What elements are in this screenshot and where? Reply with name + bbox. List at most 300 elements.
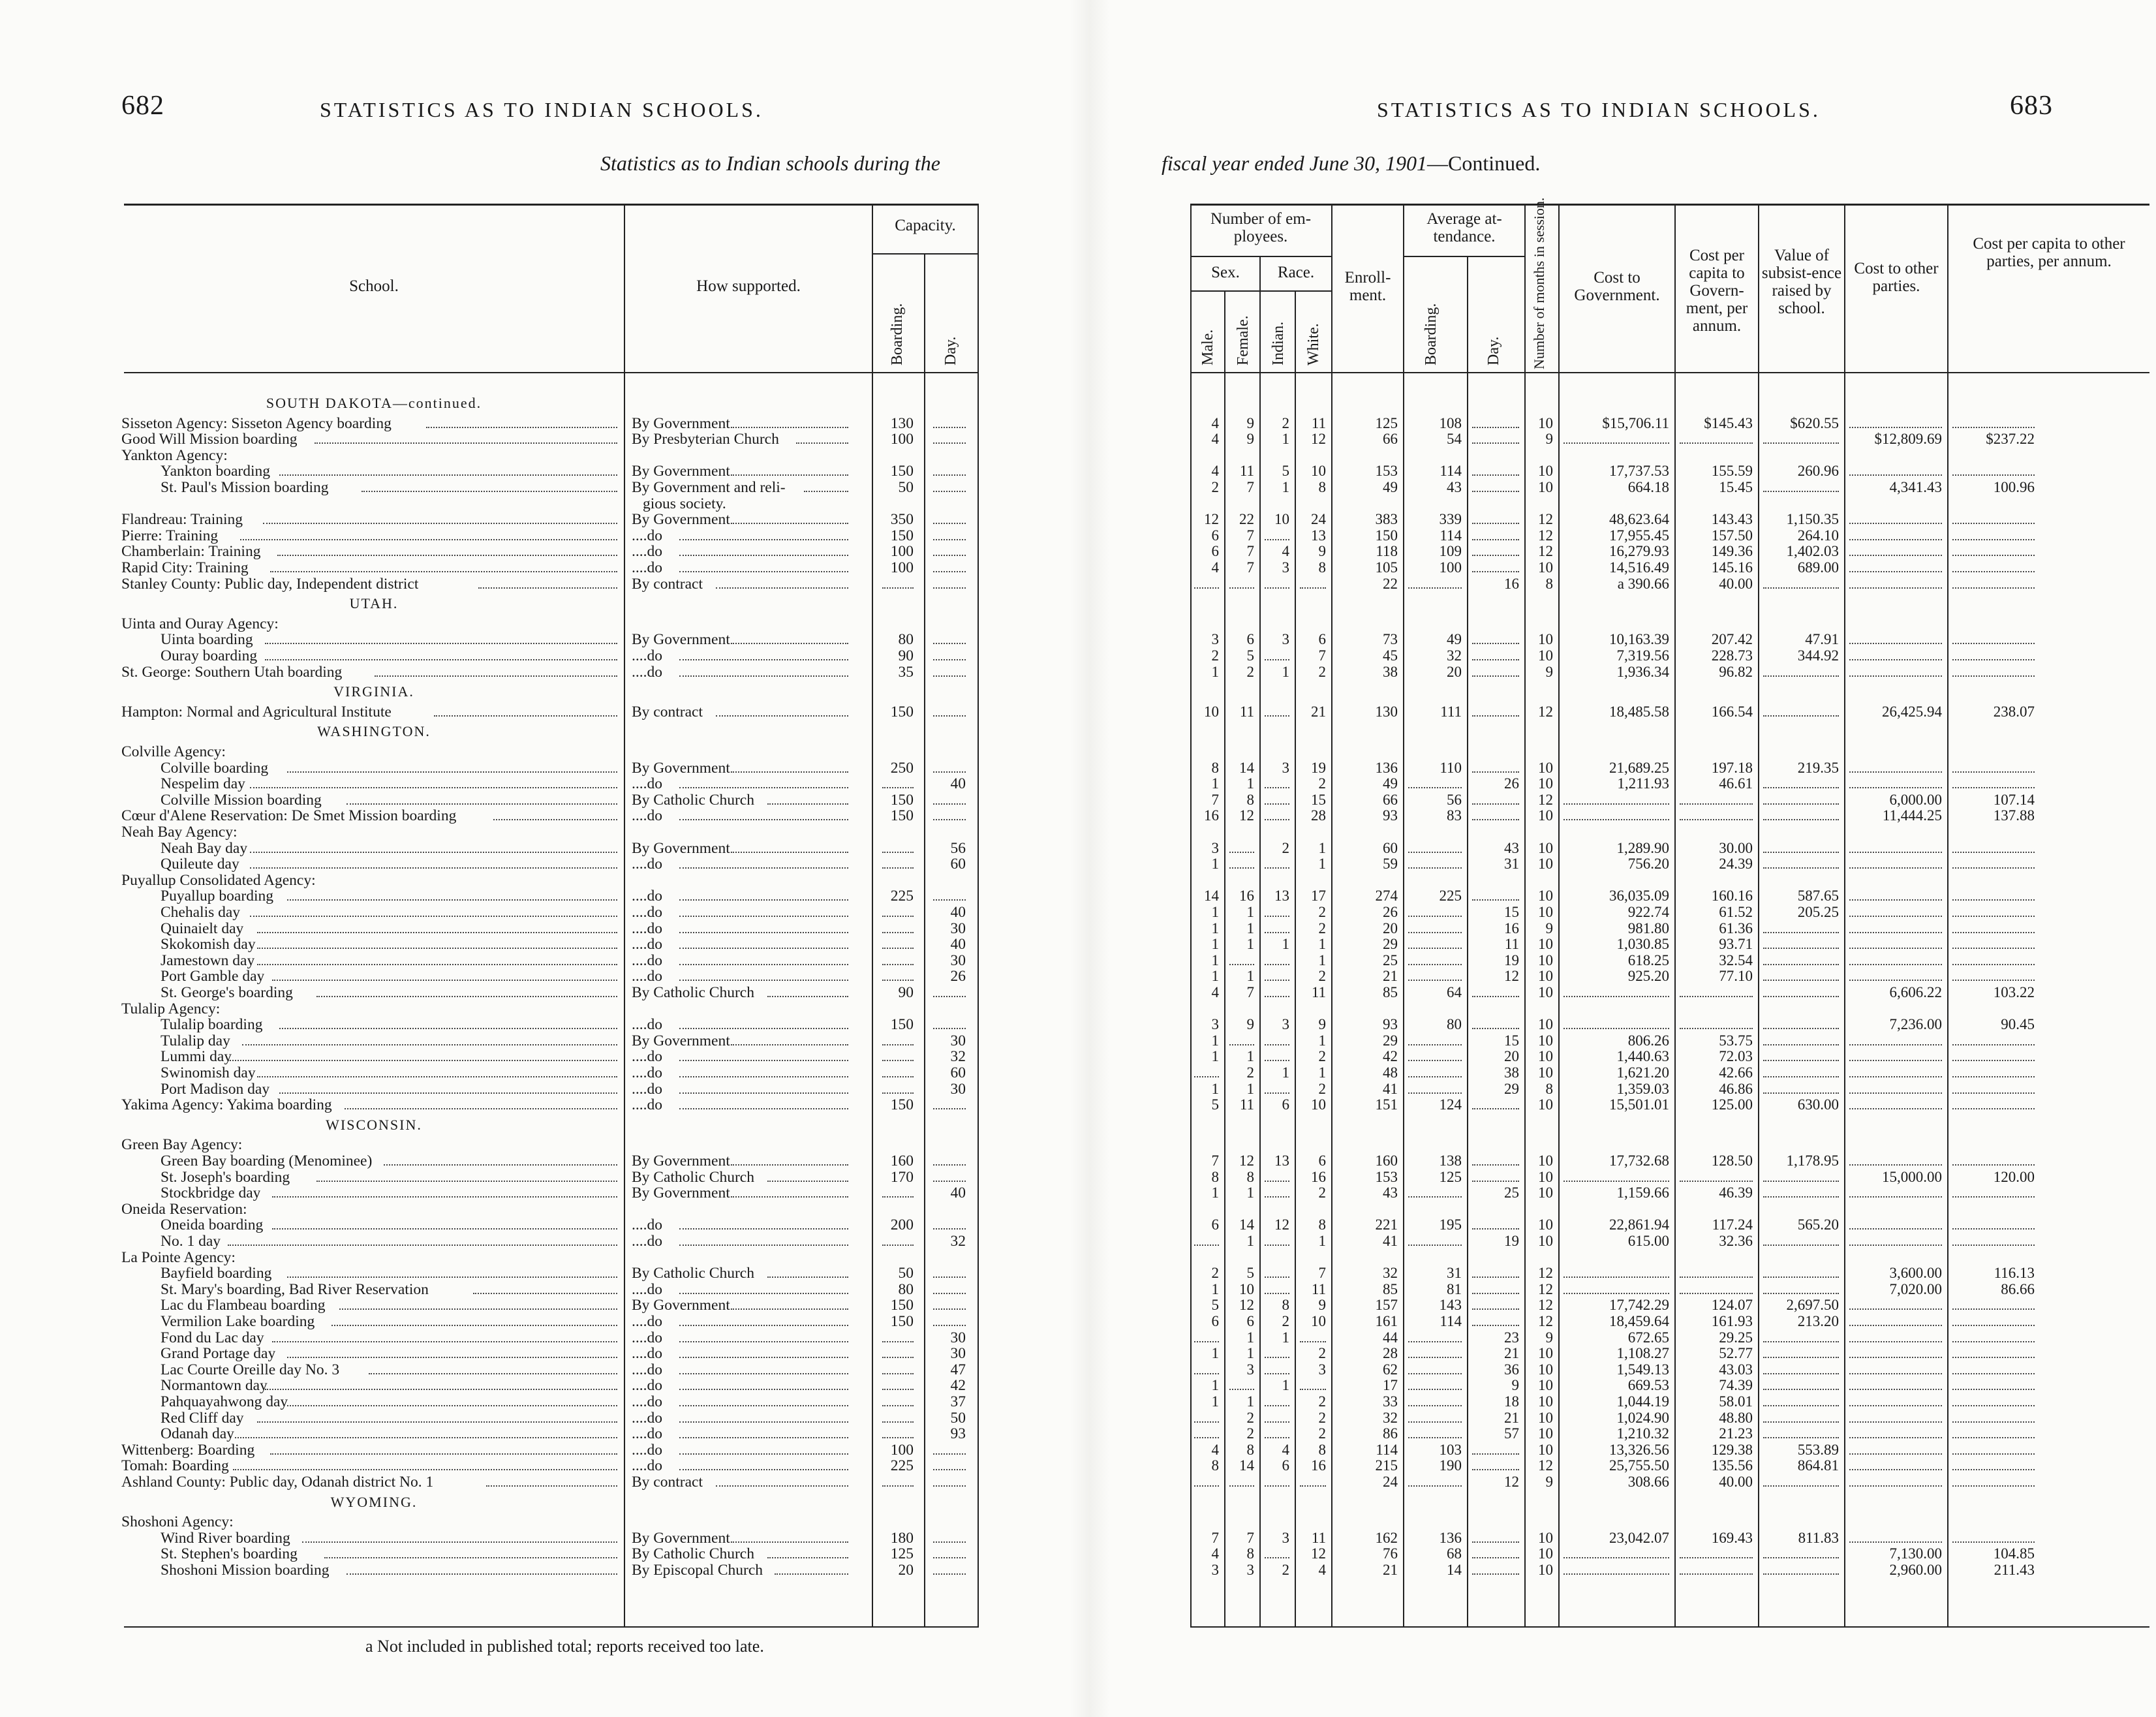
dot-leader [331, 1325, 617, 1326]
enrollment: 151 [1375, 1097, 1398, 1113]
attendance-day: 21 [1504, 1346, 1519, 1362]
attendance-boarding: 339 [1439, 512, 1462, 528]
dot-leader [1849, 1437, 1942, 1438]
dot-leader [1563, 1028, 1669, 1029]
white: 2 [1318, 1410, 1326, 1426]
dot-leader [882, 587, 914, 589]
cost-other-parties: 4,341.43 [1889, 480, 1942, 495]
statistics-row [1122, 1362, 2156, 1378]
school-row [0, 1250, 1057, 1265]
dot-leader [1952, 523, 2035, 524]
dot-leader [731, 643, 848, 644]
dot-leader [1763, 787, 1839, 788]
state-heading-row [0, 1117, 1057, 1133]
capacity-boarding: 150 [890, 1097, 914, 1113]
capacity-boarding: 90 [898, 648, 914, 664]
dot-leader [1849, 1108, 1942, 1109]
months-in-session: 10 [1538, 1361, 1553, 1378]
dot-leader [1229, 587, 1254, 589]
statistics-row [1122, 760, 2156, 776]
header-months-in-session: Number of months in session. [1531, 197, 1547, 369]
months-in-session: 10 [1538, 415, 1553, 431]
dot-leader [233, 1469, 617, 1470]
school-name: Quileute day [161, 856, 239, 873]
how-supported: ....do [632, 1097, 662, 1113]
statistics-row [1122, 704, 2156, 720]
dot-leader [933, 1164, 966, 1166]
dot-leader [933, 996, 966, 997]
dot-leader [1952, 1389, 2035, 1390]
subsistence-value: 264.10 [1797, 527, 1839, 544]
dot-leader [1952, 643, 2035, 644]
dot-leader [1408, 1092, 1462, 1094]
enrollment: 29 [1383, 1032, 1398, 1049]
cost-per-capita: 169.43 [1711, 1530, 1753, 1546]
male: 3 [1211, 840, 1219, 856]
dot-leader [1563, 996, 1669, 997]
white: 16 [1311, 1458, 1326, 1474]
header-race: Race. [1277, 264, 1315, 281]
school-row [0, 664, 1057, 680]
enrollment: 49 [1383, 480, 1398, 495]
statistics-row [1122, 968, 2156, 984]
cost-to-government: 1,159.66 [1616, 1185, 1669, 1201]
attendance-day: 21 [1504, 1410, 1519, 1426]
school-row [0, 463, 1057, 479]
months-in-session: 10 [1538, 1065, 1553, 1081]
female: 12 [1239, 1153, 1254, 1169]
school-row [0, 1362, 1057, 1378]
female: 7 [1246, 1530, 1254, 1546]
white: 2 [1318, 1394, 1326, 1410]
female: 1 [1246, 968, 1254, 985]
subsistence-value: 553.89 [1797, 1442, 1839, 1458]
dot-leader [1265, 932, 1289, 933]
cost-per-capita: 21.23 [1719, 1426, 1753, 1442]
attendance-boarding: 114 [1440, 1314, 1462, 1329]
dot-leader [933, 1469, 966, 1470]
capacity-boarding: 250 [890, 760, 914, 776]
female: 7 [1246, 544, 1254, 560]
female: 1 [1246, 1233, 1254, 1249]
dot-leader [1265, 1293, 1289, 1294]
capacity-boarding: 200 [890, 1217, 914, 1233]
dot-leader [1408, 1405, 1462, 1406]
enrollment: 161 [1375, 1314, 1398, 1329]
dot-leader [434, 715, 617, 717]
white: 6 [1318, 632, 1326, 648]
dot-leader [270, 571, 617, 572]
capacity-day: 60 [950, 1065, 966, 1081]
header-attendance-boarding: Boarding. [1423, 303, 1440, 365]
cost-per-capita: 52.77 [1719, 1346, 1753, 1362]
school-row [0, 1282, 1057, 1297]
how-supported: ....do [632, 544, 662, 560]
dot-leader [1763, 948, 1839, 949]
dot-leader [1952, 1196, 2035, 1198]
male: 6 [1211, 1217, 1219, 1233]
header-subsistence: Value of subsist-ence raised by school. [1761, 247, 1842, 317]
white: 28 [1311, 808, 1326, 824]
dot-leader [679, 571, 848, 572]
attendance-boarding: 64 [1447, 985, 1462, 1000]
male: 16 [1204, 808, 1219, 824]
dot-leader [1472, 1028, 1519, 1029]
dot-leader [1229, 1044, 1254, 1045]
dot-leader [1763, 1245, 1839, 1246]
months-in-session: 10 [1538, 1346, 1553, 1362]
dot-leader [1472, 539, 1519, 540]
cost-to-government: 308.66 [1627, 1474, 1669, 1490]
how-supported: By Government [632, 1185, 730, 1201]
cost-per-capita: 228.73 [1711, 648, 1753, 664]
school-name: Green Bay boarding (Menominee) [161, 1153, 373, 1169]
dot-leader [1952, 555, 2035, 556]
dot-leader [1952, 1405, 2035, 1406]
dot-leader [1952, 1308, 2035, 1310]
dot-leader [796, 442, 848, 444]
enrollment: 44 [1383, 1329, 1398, 1346]
dot-leader [679, 675, 848, 677]
cost-per-capita-other: 100.96 [1993, 480, 2035, 495]
capacity-rule [873, 253, 979, 255]
dot-leader [1472, 899, 1519, 901]
school-name: Oneida Reservation: [121, 1201, 247, 1217]
enrollment: 274 [1375, 888, 1398, 905]
table-bottom-rule [1190, 1626, 2149, 1628]
school-row [0, 792, 1057, 808]
white: 1 [1318, 936, 1326, 953]
header-cost-to-government: Cost to Government. [1574, 269, 1660, 304]
statistics-row [1122, 1546, 2156, 1562]
school-name: Chehalis day [161, 905, 241, 920]
white: 1 [1318, 1065, 1326, 1081]
dot-leader [277, 555, 617, 556]
cost-to-government: 1,440.63 [1616, 1049, 1669, 1065]
school-row [0, 1065, 1057, 1081]
dot-leader [1849, 1373, 1942, 1374]
school-row [0, 1233, 1057, 1249]
dot-leader [679, 1389, 848, 1390]
indian: 8 [1282, 1297, 1289, 1314]
statistics-row [1122, 808, 2156, 824]
male: 7 [1211, 1530, 1219, 1546]
subsistence-value: 811.83 [1798, 1530, 1839, 1546]
enrollment: 20 [1383, 920, 1398, 936]
how-supported: By Catholic Church [632, 985, 754, 1000]
indian: 2 [1282, 1562, 1289, 1578]
indian: 2 [1282, 840, 1289, 856]
dot-leader [1408, 852, 1462, 853]
cost-per-capita-other: 137.88 [1993, 808, 2035, 824]
dot-leader [1849, 474, 1942, 476]
enrollment: 66 [1383, 431, 1398, 448]
school-name: Chamberlain: Training [121, 544, 261, 560]
dot-leader [933, 1308, 966, 1310]
months-in-session: 10 [1538, 1442, 1553, 1458]
dot-leader [1952, 1373, 2035, 1374]
header-capacity: Capacity. [895, 217, 956, 234]
school-name: Vermilion Lake boarding [161, 1314, 315, 1329]
capacity-day: 30 [950, 1329, 966, 1346]
attendance-day: 16 [1504, 920, 1519, 936]
dot-leader [679, 1092, 848, 1094]
school-name: Tulalip boarding [161, 1017, 263, 1033]
header-how-supported: How supported. [696, 277, 801, 295]
cost-per-capita: 166.54 [1711, 704, 1753, 720]
dot-leader [882, 948, 914, 949]
how-supported: By Catholic Church [632, 1546, 754, 1562]
dot-leader [679, 1357, 848, 1358]
dot-leader [1952, 1060, 2035, 1061]
dot-leader [933, 587, 966, 589]
female: 6 [1246, 1314, 1254, 1329]
attendance-day: 12 [1504, 1474, 1519, 1490]
dot-leader [316, 996, 617, 997]
cost-per-capita: 58.01 [1719, 1394, 1753, 1410]
dot-leader [270, 1453, 617, 1455]
dot-leader [1763, 715, 1839, 717]
cost-per-capita: 46.61 [1719, 776, 1753, 792]
dot-leader [1763, 1405, 1839, 1406]
male: 1 [1211, 1049, 1219, 1065]
table-subtitle: Statistics as to Indian schools during the [600, 151, 940, 175]
dot-leader [1472, 491, 1519, 492]
dot-leader [1952, 1228, 2035, 1230]
months-in-session: 12 [1538, 1281, 1553, 1297]
cost-to-government: 1,936.34 [1616, 664, 1669, 680]
months-in-session: 12 [1538, 512, 1553, 528]
school-name: Quinaielt day [161, 920, 244, 936]
capacity-day: 37 [950, 1394, 966, 1410]
dot-leader [272, 1341, 617, 1342]
white: 10 [1311, 463, 1326, 480]
dot-leader [1763, 932, 1839, 933]
school-row [0, 1001, 1057, 1017]
cost-per-capita-other: 104.85 [1993, 1546, 2035, 1562]
dot-leader [1952, 1044, 2035, 1045]
dot-leader [679, 867, 848, 869]
months-in-session: 10 [1538, 463, 1553, 480]
dot-leader [1194, 1076, 1219, 1077]
statistics-row [1122, 1169, 2156, 1185]
dot-leader [1472, 819, 1519, 820]
male: 4 [1211, 1442, 1219, 1458]
dot-leader [1680, 1276, 1753, 1278]
dot-leader [731, 771, 848, 773]
indian: 6 [1282, 1097, 1289, 1113]
attendance-boarding: 125 [1439, 1169, 1462, 1185]
dot-leader [804, 491, 848, 492]
white: 11 [1311, 1281, 1326, 1297]
how-supported: ....do [632, 1314, 662, 1329]
enrollment: 41 [1383, 1233, 1398, 1249]
attendance-boarding: 195 [1439, 1217, 1462, 1233]
enrollment: 43 [1383, 1185, 1398, 1201]
cost-per-capita: 93.71 [1719, 936, 1753, 953]
school-name: Puyallup Consolidated Agency: [121, 872, 316, 888]
school-name: Lac du Flambeau boarding [161, 1297, 326, 1314]
dot-leader [1194, 587, 1219, 589]
dot-leader [1763, 442, 1839, 444]
enrollment: 118 [1376, 544, 1398, 560]
dot-leader [1229, 867, 1254, 869]
months-in-session: 10 [1538, 480, 1553, 495]
female: 3 [1246, 1361, 1254, 1378]
cost-per-capita: 77.10 [1719, 968, 1753, 985]
white: 2 [1318, 1185, 1326, 1201]
months-in-session: 10 [1538, 936, 1553, 953]
dot-leader [679, 1325, 848, 1326]
header-average-attendance: Average at-tendance. [1426, 210, 1502, 245]
attendance-boarding: 14 [1447, 1562, 1462, 1578]
dot-leader [1763, 1092, 1839, 1094]
dot-leader [933, 1228, 966, 1230]
dot-leader [1265, 819, 1289, 820]
dot-leader [1763, 491, 1839, 492]
enrollment: 17 [1383, 1378, 1398, 1394]
dot-leader [1849, 1341, 1942, 1342]
statistics-row [1122, 632, 2156, 647]
state-heading-row [0, 596, 1057, 611]
cost-per-capita-other: 211.43 [1994, 1562, 2035, 1578]
dot-leader [1952, 1485, 2035, 1487]
dot-leader [679, 1453, 848, 1455]
dot-leader [1952, 1421, 2035, 1423]
female: 5 [1246, 648, 1254, 664]
school-name: St. Joseph's boarding [161, 1169, 290, 1185]
indian: 4 [1282, 1442, 1289, 1458]
statistics-row [1122, 1426, 2156, 1442]
months-in-session: 10 [1538, 1185, 1553, 1201]
enrollment: 160 [1375, 1153, 1398, 1169]
attendance-boarding: 114 [1440, 463, 1462, 480]
enrollment: 93 [1383, 808, 1398, 824]
dot-leader [1265, 1044, 1289, 1045]
header-enrollment: Enroll-ment. [1344, 269, 1391, 304]
dot-leader [1265, 1181, 1289, 1182]
school-row [0, 1297, 1057, 1313]
statistics-row [1122, 1065, 2156, 1081]
dot-leader [1763, 964, 1839, 965]
months-in-session: 10 [1538, 840, 1553, 856]
cost-to-government: 1,621.20 [1616, 1065, 1669, 1081]
dot-leader [1849, 771, 1942, 773]
page-gutter [1070, 0, 1109, 1717]
months-in-session: 10 [1538, 1169, 1553, 1185]
cost-to-government: 618.25 [1627, 952, 1669, 968]
how-supported: By Catholic Church [632, 1265, 754, 1282]
white: 2 [1318, 920, 1326, 936]
dot-leader [1680, 1028, 1753, 1029]
school-row [0, 1314, 1057, 1329]
capacity-day: 30 [950, 952, 966, 968]
school-row [0, 560, 1057, 576]
male: 3 [1211, 1562, 1219, 1578]
attendance-day: 43 [1504, 840, 1519, 856]
state-heading: WASHINGTON. [317, 723, 431, 740]
employees-rule [1190, 256, 1331, 257]
male: 6 [1211, 1314, 1219, 1329]
cost-per-capita: 32.54 [1719, 952, 1753, 968]
school-row [0, 905, 1057, 920]
male: 6 [1211, 544, 1219, 560]
white: 15 [1311, 792, 1326, 808]
cost-to-government: 17,737.53 [1609, 463, 1669, 480]
cost-to-government: 669.53 [1627, 1378, 1669, 1394]
subsistence-value: 1,402.03 [1786, 544, 1839, 560]
cost-per-capita: 40.00 [1719, 1474, 1753, 1490]
statistics-row [1122, 664, 2156, 680]
subtitle-italic: fiscal year ended June 30, 1901 [1162, 151, 1427, 175]
capacity-boarding: 225 [890, 1458, 914, 1474]
indian: 10 [1274, 512, 1289, 528]
school-row [0, 1562, 1057, 1578]
school-name: Pahquayahwong day [161, 1394, 288, 1410]
subsistence-value: 864.81 [1797, 1458, 1839, 1474]
school-name: Tulalip day [161, 1032, 230, 1049]
cost-to-government: 48,623.64 [1609, 512, 1669, 528]
dot-leader [1265, 659, 1289, 660]
dot-leader [1472, 1573, 1519, 1575]
cost-to-government: 17,955.45 [1609, 527, 1669, 544]
months-in-session: 10 [1538, 1153, 1553, 1169]
white: 21 [1311, 704, 1326, 720]
how-supported: ....do [632, 1065, 662, 1081]
months-in-session: 10 [1538, 1378, 1553, 1394]
cost-to-government: 1,044.19 [1616, 1394, 1669, 1410]
state-heading: SOUTH DAKOTA—continued. [266, 395, 482, 411]
white: 1 [1318, 1233, 1326, 1249]
enrollment: 24 [1383, 1474, 1398, 1490]
white: 1 [1318, 840, 1326, 856]
dot-leader [1563, 1293, 1669, 1294]
statistics-row [1122, 1458, 2156, 1474]
dot-leader [315, 442, 617, 444]
dot-leader [1849, 916, 1942, 917]
attendance-boarding: 49 [1447, 632, 1462, 648]
dot-leader [679, 819, 848, 820]
dot-leader [287, 1276, 617, 1278]
male: 1 [1211, 968, 1219, 985]
attendance-day: 19 [1504, 952, 1519, 968]
capacity-day: 32 [950, 1233, 966, 1249]
dot-leader [1472, 675, 1519, 677]
statistics-row [1122, 1562, 2156, 1578]
attendance-day: 31 [1504, 856, 1519, 873]
how-supported: ....do [632, 1281, 662, 1297]
attendance-day: 20 [1504, 1049, 1519, 1065]
dot-leader [1952, 587, 2035, 589]
dot-leader [1265, 980, 1289, 981]
dot-leader [1408, 867, 1462, 869]
enrollment: 32 [1383, 1265, 1398, 1282]
dot-leader [1763, 1389, 1839, 1390]
indian: 1 [1282, 480, 1289, 495]
cost-per-capita: 160.16 [1711, 888, 1753, 905]
how-supported: ....do [632, 952, 662, 968]
running-head: STATISTICS AS TO INDIAN SCHOOLS. [1377, 98, 1821, 121]
dot-leader [1408, 1044, 1462, 1045]
school-row [0, 416, 1057, 431]
dot-leader [679, 1437, 848, 1438]
dot-leader [1680, 803, 1753, 805]
dot-leader [1563, 442, 1669, 444]
dot-leader [679, 964, 848, 965]
dot-leader [882, 1341, 914, 1342]
header-cost-other-parties: Cost to other parties. [1854, 260, 1939, 295]
dot-leader [1952, 852, 2035, 853]
